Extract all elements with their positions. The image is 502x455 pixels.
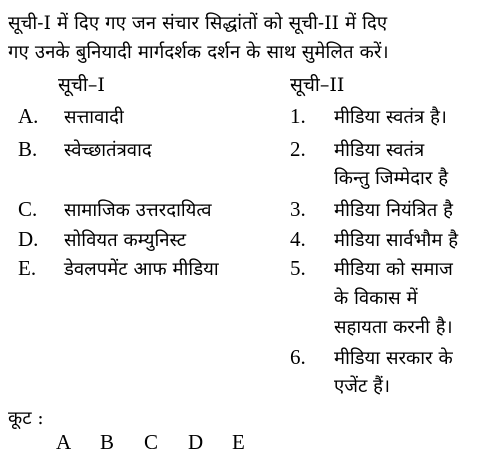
code-label: कूट : bbox=[8, 408, 44, 429]
code-header-row bbox=[0, 428, 502, 454]
list2-item-2-line-2: किन्तु जिम्मेदार है bbox=[334, 168, 449, 189]
list1-letter-e: E. bbox=[18, 256, 37, 280]
list2-item-5-line-2: के विकास में bbox=[334, 288, 418, 309]
code-letter-b: B bbox=[100, 430, 115, 454]
list2-num-6: 6. bbox=[290, 345, 306, 369]
list1-item-b: स्वेच्छातंत्रवाद bbox=[64, 140, 152, 161]
code-letter-a: A bbox=[56, 430, 72, 454]
list1-letter-c: C. bbox=[18, 197, 38, 221]
list2-heading: सूची–II bbox=[290, 74, 345, 96]
list2-item-6-line-2: एजेंट हैं। bbox=[334, 376, 390, 397]
list2-num-3: 3. bbox=[290, 197, 306, 221]
list1-item-d: सोवियत कम्युनिस्ट bbox=[64, 230, 187, 251]
list1-item-c: सामाजिक उत्तरदायित्व bbox=[64, 200, 212, 221]
list2-num-2: 2. bbox=[290, 137, 306, 161]
code-letter-d: D bbox=[188, 430, 204, 454]
list1-item-e: डेवलपमेंट आफ मीडिया bbox=[64, 259, 219, 280]
list1-letter-d: D. bbox=[18, 227, 39, 251]
code-letter-c: C bbox=[144, 430, 159, 454]
list1-heading: सूची–I bbox=[58, 74, 105, 96]
question-line-2: गए उनके बुनियादी मार्गदर्शक दर्शन के साथ सुमेलित करें। bbox=[8, 42, 389, 63]
list1-letter-a: A. bbox=[18, 104, 39, 128]
list2-item-4-line-1: मीडिया सार्वभौम है bbox=[334, 230, 459, 251]
list2-num-4: 4. bbox=[290, 227, 306, 251]
code-letter-e: E bbox=[232, 430, 245, 454]
list2-item-5-line-1: मीडिया को समाज bbox=[334, 259, 453, 280]
list2-item-3-line-1: मीडिया नियंत्रित है bbox=[334, 200, 453, 221]
list1-item-a: सत्तावादी bbox=[64, 107, 124, 128]
list1-letter-b: B. bbox=[18, 137, 38, 161]
list2-num-1: 1. bbox=[290, 104, 306, 128]
list2-num-5: 5. bbox=[290, 256, 306, 280]
question-line-1: सूची-I में दिए गए जन संचार सिद्धांतों को सूची-II में दिए bbox=[8, 13, 388, 34]
list2-item-5-line-3: सहायता करनी है। bbox=[334, 317, 453, 338]
list2-item-2-line-1: मीडिया स्वतंत्र bbox=[334, 140, 425, 161]
list2-item-1-line-1: मीडिया स्वतंत्र है। bbox=[334, 107, 447, 128]
list2-item-6-line-1: मीडिया सरकार के bbox=[334, 348, 453, 369]
